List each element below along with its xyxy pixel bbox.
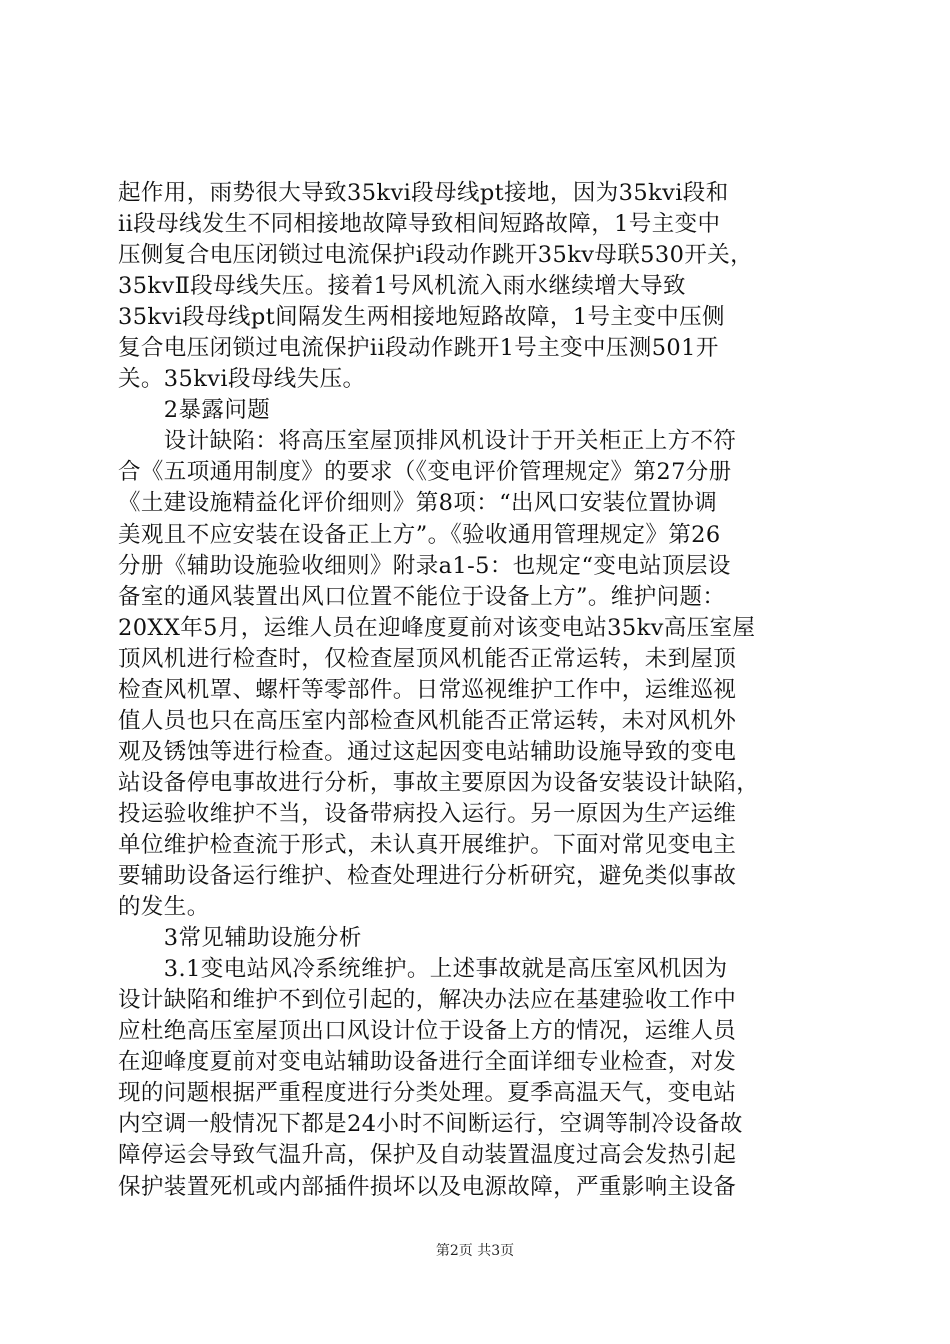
text-line: 应杜绝高压室屋顶出口风设计位于设备上方的情况，运维人员 (118, 1018, 737, 1045)
text-line: 内空调一般情况下都是24小时不间断运行，空调等制冷设备故 (118, 1111, 743, 1138)
text-line: 起作用，雨势很大导致35kvi段母线pt接地，因为35kvi段和 (118, 180, 729, 206)
body-text (118, 178, 834, 1203)
text-line: 合《五项通用制度》的要求（《变电评价管理规定》第27分册 (118, 459, 732, 486)
text-line: ii段母线发生不同相接地故障导致相间短路故障，1号主变中 (118, 211, 721, 238)
text-line: 检查风机罩、螺杆等零部件。日常巡视维护工作中，运维巡视 (118, 676, 737, 703)
text-line: 关。35kvi段母线失压。 (118, 366, 366, 393)
text-line: 现的问题根据严重程度进行分类处理。夏季高温天气，变电站 (118, 1080, 737, 1107)
text-line: 设计缺陷：将高压室屋顶排风机设计于开关柜正上方不符 (118, 428, 737, 455)
text-line: 35kvi段母线pt间隔发生两相接地短路故障，1号主变中压侧 (118, 304, 725, 331)
text-line: 障停运会导致气温升高，保护及自动装置温度过高会发热引起 (118, 1142, 737, 1169)
text-line: 单位维护检查流于形式，未认真开展维护。下面对常见变电主 (118, 831, 737, 858)
text-line: 要辅助设备运行维护、检查处理进行分析研究，避免类似事故 (118, 863, 737, 890)
page-footer: 第2页 共3页 (435, 1243, 515, 1259)
text-line: 《土建设施精益化评价细则》第8项：“出风口安装位置协调 (118, 490, 718, 517)
text-line: 保护装置死机或内部插件损坏以及电源故障，严重影响主设备 (118, 1173, 737, 1200)
text-line: 复合电压闭锁过电流保护ii段动作跳开1号主变中压测501开 (118, 335, 719, 362)
text-line: 站设备停电事故进行分析，事故主要原因为设备安装设计缺陷， (118, 769, 760, 796)
text-line: 顶风机进行检查时，仅检查屋顶风机能否正常运转，未到屋顶 (118, 645, 737, 672)
text-line: 的发生。 (118, 894, 210, 921)
text-line: 3常见辅助设施分析 (118, 925, 362, 952)
text-line: 美观且不应安装在设备正上方”。《验收通用管理规定》第26 (118, 521, 721, 548)
text-line: 备室的通风装置出风口位置不能位于设备上方”。维护问题： (118, 583, 726, 610)
text-line: 设计缺陷和维护不到位引起的，解决办法应在基建验收工作中 (118, 987, 737, 1014)
text-line: 在迎峰度夏前对变电站辅助设备进行全面详细专业检查，对发 (118, 1049, 737, 1076)
text-line: 35kvⅡ段母线失压。接着1号风机流入雨水继续增大导致 (118, 273, 686, 300)
text-line: 分册《辅助设施验收细则》附录a1-5：也规定“变电站顶层设 (118, 552, 731, 579)
text-line: 2暴露问题 (118, 397, 271, 424)
text-line: 压侧复合电压闭锁过电流保护i段动作跳开35kv母联530开关， (118, 242, 754, 269)
text-line: 投运验收维护不当，设备带病投入运行。另一原因为生产运维 (118, 800, 737, 827)
text-line: 观及锈蚀等进行检查。通过这起因变电站辅助设施导致的变电 (118, 738, 737, 765)
text-line: 20XX年5月，运维人员在迎峰度夏前对该变电站35kv高压室屋 (118, 614, 756, 641)
text-line: 3.1变电站风冷系统维护。上述事故就是高压室风机因为 (118, 956, 728, 983)
text-line: 值人员也只在高压室内部检查风机能否正常运转，未对风机外 (118, 707, 737, 734)
